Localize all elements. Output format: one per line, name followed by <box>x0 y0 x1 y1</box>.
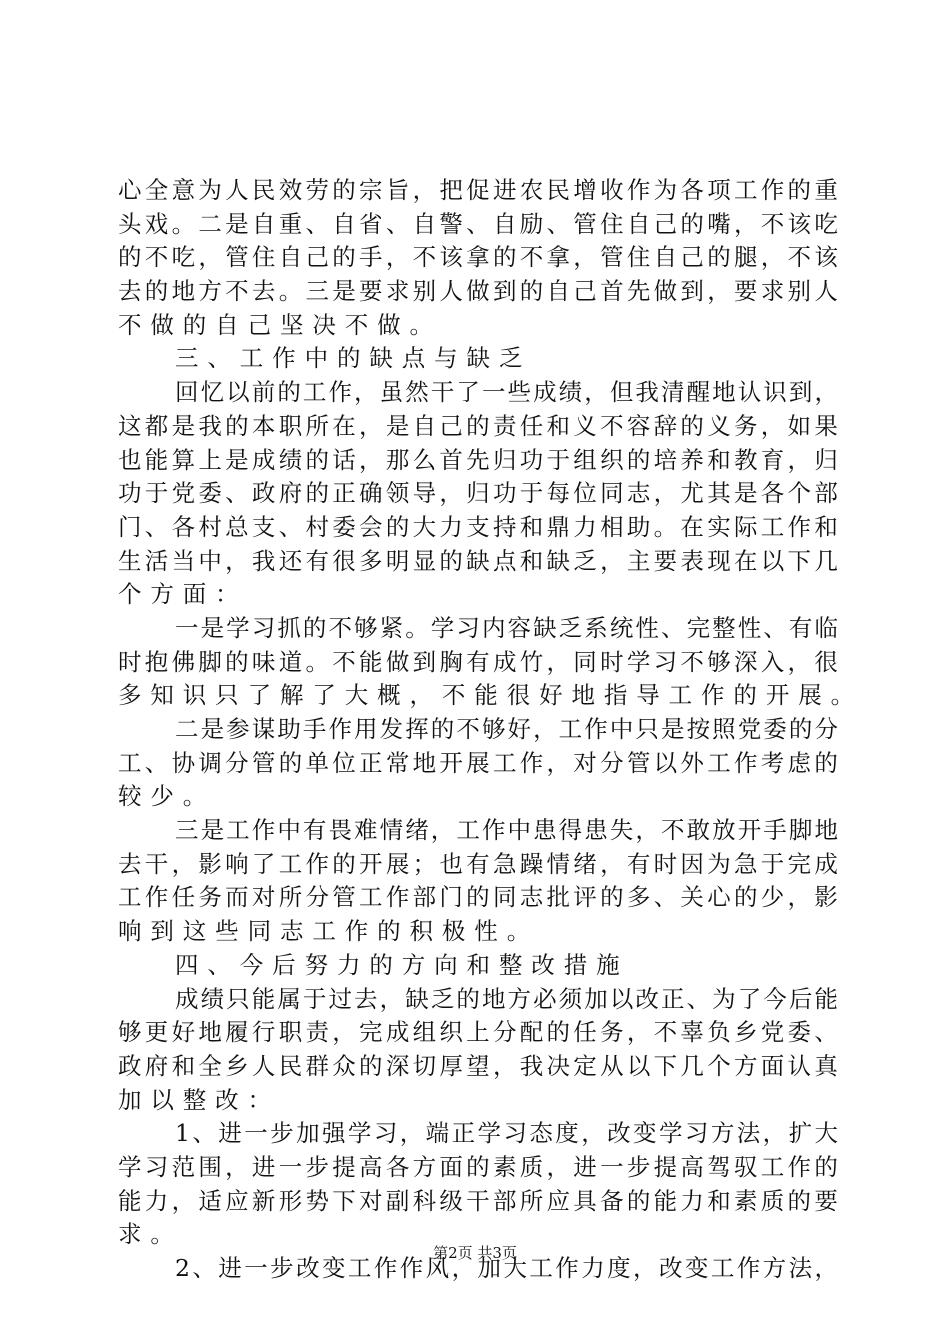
text-line: 功 于 党 委 、 政 府 的 正 确 领 导 ， 归 功 于 每 位 同 志 ， 尤 其 是 各 个 部 <box>118 479 838 508</box>
text-line: 生 活 当 中 ， 我 还 有 很 多 明 显 的 缺 点 和 缺 乏 ， 主 要 表 现 在 以 下 几 <box>118 546 838 575</box>
text-line: 能 力 ， 适 应 新 形 势 下 对 副 科 级 干 部 所 应 具 备 的 能 力 和 素 质 的 要 <box>118 1186 838 1215</box>
text-line: 成 绩 只 能 属 于 过 去 ， 缺 乏 的 地 方 必 须 加 以 改 正 、 为 了 今 后 能 <box>175 984 838 1013</box>
text-line: 工 、 协 调 分 管 的 单 位 正 常 地 开 展 工 作 ， 对 分 管 以 外 工 作 考 虑 的 <box>118 748 838 777</box>
page-number-footer: 第2页 共3页 <box>433 1244 517 1262</box>
text-line: 2 、 进 一 步 改 变 工 作 作 风 ， 加 大 工 作 力 度 ， 改 变 工 作 方 法 ， <box>175 1254 838 1282</box>
text-line: 门 、 各 村 总 支 、 村 委 会 的 大 力 支 持 和 鼎 力 相 助 。 在 实 际 工 作 和 <box>118 512 838 541</box>
text-line: 学 习 范 围 ， 进 一 步 提 高 各 方 面 的 素 质 ， 进 一 步 提 高 驾 驭 工 作 的 <box>118 1152 838 1181</box>
text-line: 三 是 工 作 中 有 畏 难 情 绪 ， 工 作 中 患 得 患 失 ， 不 敢 放 开 手 脚 地 <box>175 816 838 845</box>
text-line: 心 全 意 为 人 民 效 劳 的 宗 旨 ， 把 促 进 农 民 增 收 作 为 各 项 工 作 的 重 <box>118 176 838 204</box>
text-line: 的 不 吃 ， 管 住 自 己 的 手 ， 不 该 拿 的 不 拿 ， 管 住 自 己 的 腿 ， 不 该 <box>118 243 838 272</box>
text-line: 一 是 学 习 抓 的 不 够 紧 。 学 习 内 容 缺 乏 系 统 性 、 完 整 性 、 有 临 <box>175 613 838 642</box>
text-line: 响 到 这 些 同 志 工 作 的 积 极 性 。 <box>118 917 531 946</box>
text-line: 去 的 地 方 不 去 。 三 是 要 求 别 人 做 到 的 自 己 首 先 做 到 ， 要 求 别 人 <box>118 277 838 306</box>
text-line: 个 方 面 ： <box>118 580 239 609</box>
text-line: 回 忆 以 前 的 工 作 ， 虽 然 干 了 一 些 成 绩 ， 但 我 清 醒 地 认 识 到 ， <box>175 378 838 407</box>
text-line: 时 抱 佛 脚 的 味 道 。 不 能 做 到 胸 有 成 竹 ， 同 时 学 习 不 够 深 入 ， 很 <box>118 647 838 676</box>
text-line: 去 干 ， 影 响 了 工 作 的 开 展 ； 也 有 急 躁 情 绪 ， 有 时 因 为 急 于 完 成 <box>118 849 838 878</box>
text-line: 不 做 的 自 己 坚 决 不 做 。 <box>118 310 434 339</box>
text-line: 较 少 。 <box>118 782 207 811</box>
text-line: 四 、 今 后 努 力 的 方 向 和 整 改 措 施 <box>175 950 620 979</box>
text-line: 工 作 任 务 而 对 所 分 管 工 作 部 门 的 同 志 批 评 的 多 、 关 心 的 少 ， 影 <box>118 883 838 912</box>
text-line: 二 是 参 谋 助 手 作 用 发 挥 的 不 够 好 ， 工 作 中 只 是 按 照 党 委 的 分 <box>175 715 838 743</box>
text-line: 求 。 <box>118 1220 174 1249</box>
text-line: 够 更 好 地 履 行 职 责 ， 完 成 组 织 上 分 配 的 任 务 ， 不 辜 负 乡 党 委 、 <box>118 1018 838 1047</box>
text-line: 政 府 和 全 乡 人 民 群 众 的 深 切 厚 望 ， 我 决 定 从 以 下 几 个 方 面 认 真 <box>118 1051 838 1080</box>
text-line: 也 能 算 上 是 成 绩 的 话 ， 那 么 首 先 归 功 于 组 织 的 培 养 和 教 育 ， 归 <box>118 445 838 474</box>
text-line: 多 知 识 只 了 解 了 大 概 ， 不 能 很 好 地 指 导 工 作 的 开 展 。 <box>118 681 855 710</box>
text-line: 这 都 是 我 的 本 职 所 在 ， 是 自 己 的 责 任 和 义 不 容 辞 的 义 务 ， 如 果 <box>118 411 838 440</box>
text-line: 加 以 整 改 ： <box>118 1085 272 1114</box>
text-line: 头 戏 。 二 是 自 重 、 自 省 、 自 警 、 自 励 、 管 住 自 己 的 嘴 ， 不 该 吃 <box>118 209 838 238</box>
text-line: 三 、 工 作 中 的 缺 点 与 缺 乏 <box>175 344 523 373</box>
text-line: 1 、 进 一 步 加 强 学 习 ， 端 正 学 习 态 度 ， 改 变 学 习 方 法 ， 扩 大 <box>175 1119 838 1148</box>
document-body <box>118 174 855 1286</box>
